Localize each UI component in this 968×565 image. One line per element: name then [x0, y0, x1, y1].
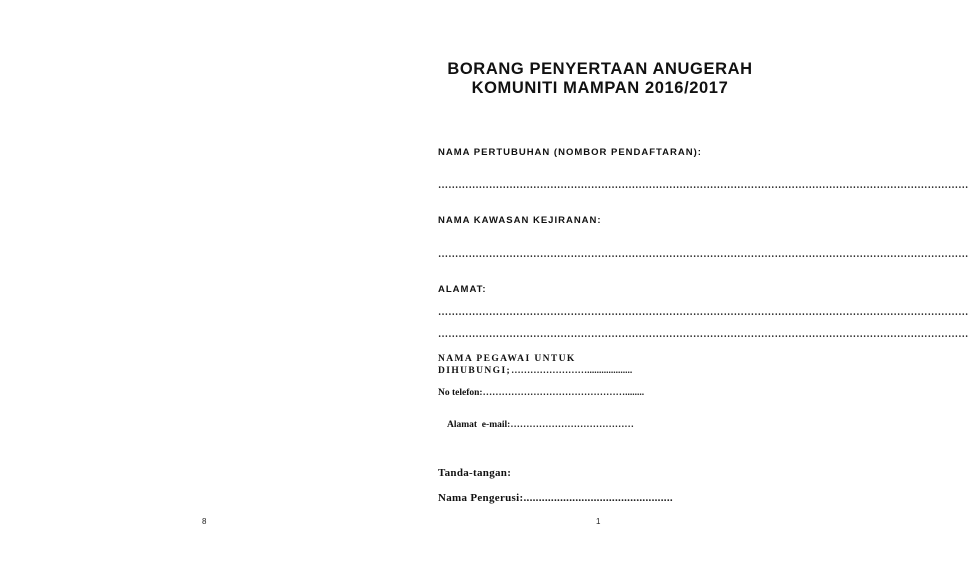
- phone-field[interactable]: ………………………………………........: [482, 388, 645, 398]
- area-name-label: NAMA KAWASAN KEJIRANAN:: [438, 215, 602, 226]
- address-field-line2[interactable]: …………………………………………………………………………………………………………………………………………: [438, 329, 968, 340]
- phone-label: No telefon:: [438, 388, 483, 398]
- form-title-line2: KOMUNITI MAMPAN 2016/2017: [471, 79, 729, 97]
- chairman-row: [438, 492, 673, 504]
- email-field[interactable]: …………………………………: [510, 420, 634, 430]
- contact-officer-label-line1: NAMA PEGAWAI UNTUK: [438, 354, 576, 364]
- form-page: [400, 0, 968, 565]
- org-name-label: NAMA PERTUBUHAN (NOMBOR PENDAFTARAN):: [438, 147, 702, 158]
- phone-row: [438, 388, 644, 398]
- chairman-label: Nama Pengerusi:: [438, 492, 524, 504]
- form-title-line1: BORANG PENYERTAAN ANUGERAH: [447, 60, 753, 78]
- page-number-right: 1: [596, 517, 601, 526]
- page-number-left: 8: [202, 517, 207, 526]
- area-name-field[interactable]: …………………………………………………………………………………………………………………………………………: [438, 249, 968, 260]
- email-label: Alamat e-mail:: [446, 420, 511, 430]
- contact-officer-row: [438, 366, 632, 376]
- org-name-field[interactable]: …………………………………………………………………………………………………………………………………………: [438, 180, 968, 191]
- address-field-line1[interactable]: …………………………………………………………………………………………………………………………………………: [438, 307, 968, 318]
- address-label: ALAMAT:: [438, 284, 487, 295]
- signature-label: Tanda-tangan:: [438, 467, 512, 479]
- contact-officer-field[interactable]: ……………………...................: [511, 366, 633, 376]
- contact-officer-label-line2: DIHUBUNGI;: [438, 366, 512, 376]
- chairman-field[interactable]: .................................................: [523, 492, 673, 504]
- email-row: [438, 410, 634, 440]
- left-page: [0, 0, 400, 565]
